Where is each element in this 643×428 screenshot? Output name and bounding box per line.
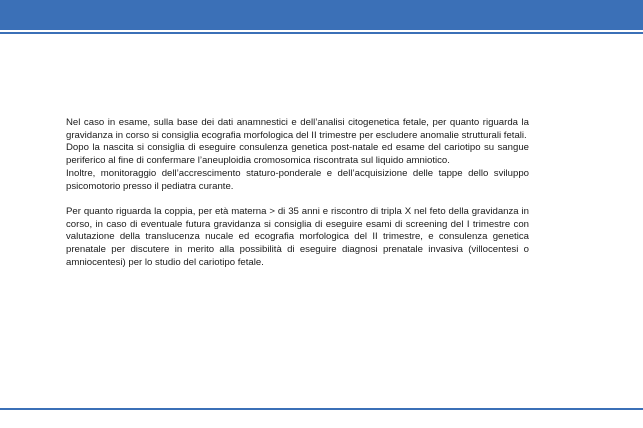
paragraph-coppia: Per quanto riguarda la coppia, per età materna > di 35 anni e riscontro di tripla X nel feto della gravidanza in corso, in caso di eventuale futura gravidanza si consiglia di eseguire esami di screening del I trimestre con valutazione della translucenza nucale ed ecografia morfologica del II trimestre, e consulenza genetica prenatale per discutere in merito alla possibilità di eseguire diagnosi prenatale invasiva (villocentesi o amniocentesi) per lo studio del cariotipo fetale. [66, 205, 529, 268]
header-divider [0, 32, 643, 34]
slide-body [66, 117, 529, 269]
paragraph-consulenza-postnatale: Dopo la nascita si consiglia di eseguire consulenza genetica post-natale ed esame del cariotipo su sangue periferico al fine di confermare l’aneuploidia cromosomica riscontrata sul liquido amniotico. [66, 142, 529, 167]
footer-divider [0, 408, 643, 410]
header-bar [0, 0, 643, 30]
paragraph-monitoraggio: Inoltre, monitoraggio dell’accrescimento staturo-ponderale e dell’acquisizione delle tappe dello sviluppo psicomotorio presso il pediatra curante. [66, 167, 529, 192]
paragraph-ecografia: Nel caso in esame, sulla base dei dati anamnestici e dell’analisi citogenetica fetale, per quanto riguarda la gravidanza in corso si consiglia ecografia morfologica del II trimestre per escludere anomalie strutturali fetali. [66, 117, 529, 141]
